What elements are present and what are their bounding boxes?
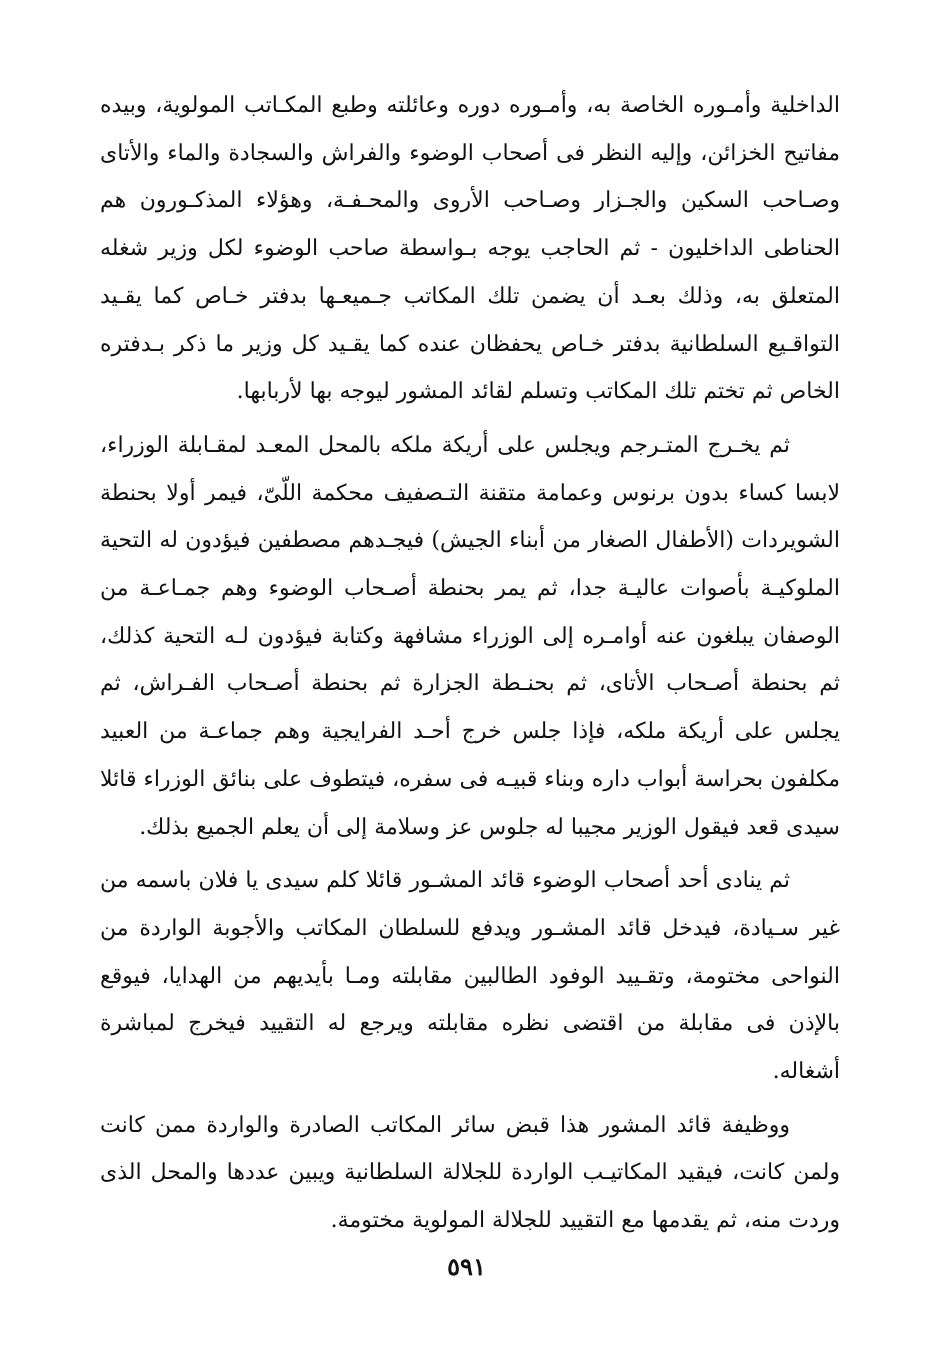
- page-number: ٥٩١: [447, 1252, 486, 1281]
- body-text: [100, 82, 840, 1245]
- paragraph-commander-duty: ووظيفة قائد المشور هذا قبض سائر المكاتب الصادرة والواردة ممن كانت ولمن كانت، فيقيد المكاتيـب الواردة للجلالة السلطانية ويبين عددها والمحل الذى وردت منه، ثم يقدمها مع التقييد للجلالة المولوية مختومة.: [100, 1112, 840, 1234]
- paragraph-continuation: الداخلية وأمـوره الخاصة به، وأمـوره دوره وعائلته وطبع المكـاتب المولوية، وبيده مفاتيح الخزائن، وإليه النظر فى أصحاب الوضوء والفراش والسجادة والماء والأتاى وصـاحب السكين والجـزار وصـاحب الأروى والمحـفـة، وهؤلاء المذكـورون هم الحناطى الداخليون - ثم الحاجب يوجه بـواسطة صاحب الوضوء لكل وزير شغله المتعلق به، وذلك بعـد أن يضمن تلك المكاتب جـميعـها بدفتر خـاص كما يقـيد التواقـيع السلطانية بدفتر خـاص يحفظان عنده كما يقـيد كل وزير ما ذكر بـدفتره الخاص ثم تختم تلك المكاتب وتسلم لقائد المشور ليوجه بها لأربابها.: [100, 93, 840, 405]
- paragraph-call-commander: ثم ينادى أحد أصحاب الوضوء قائد المشـور قائلا كلم سيدى يا فلان باسمه من غير سـيادة، فيدخل قائد المشـور ويدفع للسلطان المكاتب والأجوبة الواردة من النواحى مختومة، وتقـييد الوفود الطالبين مقابلته ومـا بأيديهم من الهدايا، فيوقع بالإذن فى مقابلة من اقتضى نظره مقابلته ويرجع له التقييد فيخرج لمباشرة أشغاله.: [100, 868, 840, 1085]
- paragraph-sultan-exit: ثم يخـرج المتـرجم ويجلس على أريكة ملكه بالمحل المعـد لمقـابلة الوزراء، لابسا كساء بدون برنوس وعمامة متقنة التـصفيف محكمة اللّىّ، فيمر أولا بحنطة الشويردات (الأطفال الصغار من أبناء الجيش) فيجـدهم مصطفين فيؤدون له التحية الملوكيـة بأصوات عاليـة جدا، ثم يمر بحنطة أصـحاب الوضوء وهم جمـاعـة من الوصفان يبلغون عنه أوامـره إلى الوزراء مشافهة وكتابة فيؤدون لـه التحية كذلك، ثم بحنطة أصـحاب الأتاى، ثم بحنـطة الجزارة ثم بحنطة أصـحاب الفـراش، ثم يجلس على أريكة ملكه، فإذا جلس خرج أحـد الفرايجية وهم جماعـة من العبيد مكلفون بحراسة أبواب داره وبناء قبيـه فى سفره، فيتطوف على بنائق الوزراء قائلا سيدى قعد فيقول الوزير مجيبا له جلوس عز وسلامة إلى أن يعلم الجميع بذلك.: [100, 432, 840, 840]
